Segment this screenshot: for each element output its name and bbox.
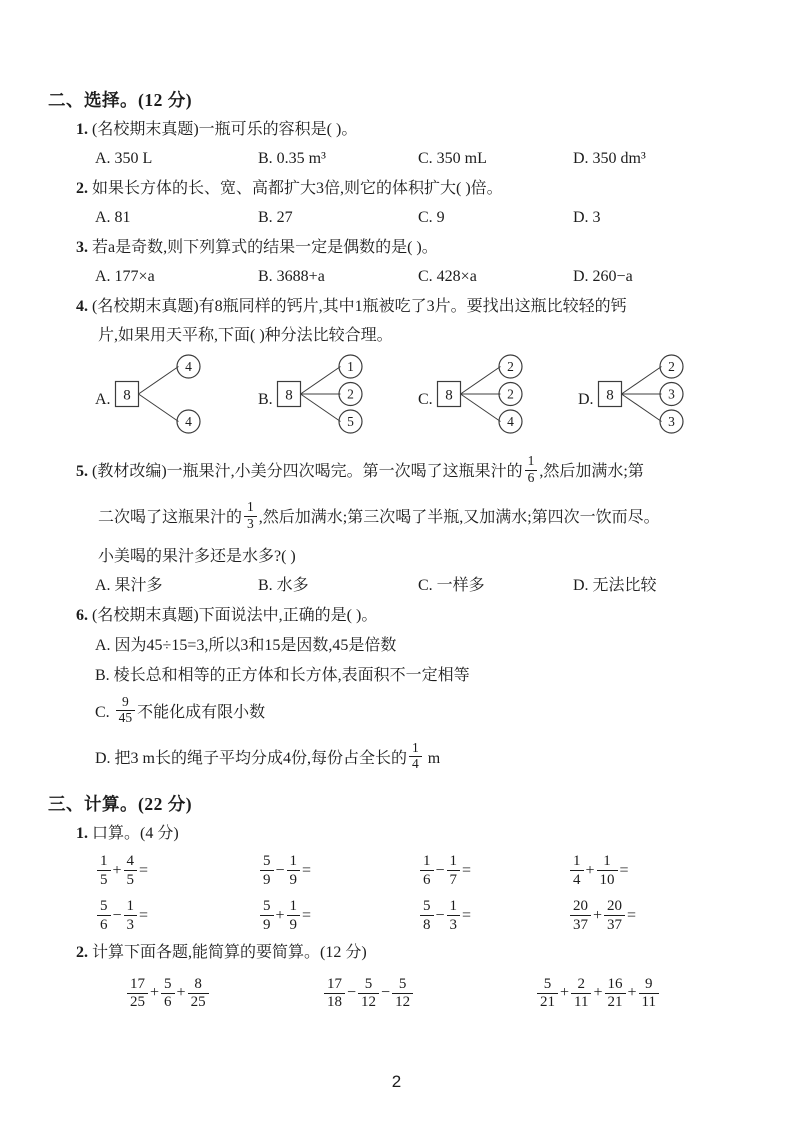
- svg-text:8: 8: [605, 387, 614, 404]
- split-diagram-d-graphic: [597, 353, 685, 445]
- question-5-option-c: C. 一样多: [418, 576, 485, 594]
- fraction: $\frac{1}{3}$: [244, 500, 257, 532]
- question-3-option-d: D. 260−a: [573, 268, 633, 285]
- question-5-option-a: A. 果汁多: [95, 576, 163, 594]
- oral-problem-5: $\frac{5}{6}$ − $\frac{1}{3}$ =: [95, 893, 258, 938]
- split-diagram-b-graphic: [276, 353, 364, 445]
- split-diagram-a-label: A.: [95, 390, 111, 408]
- question-5-options: [95, 571, 755, 600]
- fraction: $\frac{8}{25}$: [188, 976, 209, 1011]
- simplify-problem-3: $\frac{5}{21}$ + $\frac{2}{11}$ + $\frac{16}{21}$ + $\frac{9}{11}$: [535, 967, 755, 1019]
- question-6-option-d: D. 把3 m长的绳子平均分成4份,每份占全长的 $\frac{1}{4}$ m: [95, 739, 441, 772]
- svg-text:4: 4: [506, 414, 514, 429]
- question-1-options: [95, 144, 755, 173]
- fraction: $\frac{5}{6}$: [97, 898, 111, 933]
- section-choice-title: 二、选择。(12 分): [48, 90, 193, 110]
- fraction: $\frac{5}{8}$: [420, 898, 434, 933]
- oral-problem-4: $\frac{1}{4}$ + $\frac{1}{10}$ =: [568, 848, 755, 893]
- fraction: $\frac{9}{11}$: [639, 976, 659, 1011]
- oral-problem-3: $\frac{1}{6}$ − $\frac{1}{7}$ =: [418, 848, 568, 893]
- oral-problem-6: $\frac{5}{9}$ + $\frac{1}{9}$ =: [258, 893, 418, 938]
- question-1-option-c: C. 350 mL: [418, 150, 487, 167]
- question-2-number: 2.: [76, 180, 88, 197]
- fraction: $\frac{5}{9}$: [260, 853, 274, 888]
- question-1-option-d: D. 350 dm³: [573, 150, 646, 167]
- page-number: 2: [391, 1072, 402, 1091]
- simplify-calc-heading: [48, 938, 755, 967]
- question-5-option-d: D. 无法比较: [573, 576, 657, 594]
- svg-text:2: 2: [506, 359, 514, 374]
- question-6-option-b: B. 棱长总和相等的正方体和长方体,表面积不一定相等: [95, 666, 470, 684]
- svg-text:3: 3: [667, 414, 675, 429]
- question-1: [48, 115, 755, 173]
- question-3-options: [95, 262, 755, 291]
- question-2-option-d: D. 3: [573, 209, 601, 226]
- simplify-calc-row: [125, 967, 755, 1019]
- svg-text:4: 4: [184, 414, 192, 429]
- svg-text:3: 3: [667, 386, 675, 402]
- question-2-options: [95, 203, 755, 232]
- fraction: $\frac{1}{6}$: [525, 454, 538, 486]
- fraction: $\frac{1}{9}$: [287, 853, 301, 888]
- svg-text:2: 2: [667, 359, 675, 374]
- fraction: $\frac{1}{4}$: [570, 853, 584, 888]
- question-5-stem-line3: 小美喝的果汁多还是水多?( ): [98, 547, 296, 565]
- question-2: [48, 174, 755, 232]
- fraction: $\frac{16}{21}$: [605, 976, 626, 1011]
- question-1-option-b: B. 0.35 m³: [258, 150, 326, 167]
- fraction: $\frac{5}{12}$: [392, 976, 413, 1011]
- oral-calc-heading: [48, 819, 755, 848]
- section-calc-title: 三、计算。(22 分): [48, 794, 193, 815]
- fraction: $\frac{1}{9}$: [287, 898, 301, 933]
- question-5: [48, 449, 755, 600]
- fraction: $\frac{5}{21}$: [537, 976, 558, 1011]
- question-4-stem-line2: 片,如果用天平称,下面( )种分法比较合理。: [98, 327, 393, 344]
- split-diagram-a: [95, 353, 258, 445]
- svg-text:4: 4: [184, 359, 192, 374]
- oral-problem-1: $\frac{1}{5}$ + $\frac{4}{5}$ =: [95, 848, 258, 893]
- fraction: $\frac{17}{18}$: [324, 976, 345, 1011]
- fraction: $\frac{1}{6}$: [420, 853, 434, 888]
- question-4-number: 4.: [76, 298, 88, 315]
- simplify-problem-2: $\frac{17}{18}$ − $\frac{5}{12}$ − $\frac{5}{12}$: [322, 967, 535, 1019]
- split-diagram-d-label: D.: [578, 390, 594, 408]
- split-diagram-c-label: C.: [418, 390, 433, 408]
- fraction: $\frac{2}{11}$: [571, 976, 591, 1011]
- fraction: $\frac{20}{37}$: [604, 898, 625, 933]
- question-6-option-a: A. 因为45÷15=3,所以3和15是因数,45是倍数: [95, 636, 397, 654]
- question-4: [48, 292, 755, 445]
- split-diagram-c: [418, 353, 578, 445]
- svg-text:1: 1: [346, 359, 354, 374]
- simplify-problem-1: $\frac{17}{25}$ + $\frac{5}{6}$ + $\frac{8}{25}$: [125, 967, 322, 1019]
- oral-problem-2: $\frac{5}{9}$ − $\frac{1}{9}$ =: [258, 848, 418, 893]
- fraction: $\frac{1}{3}$: [447, 898, 461, 933]
- svg-text:5: 5: [346, 414, 354, 429]
- svg-text:8: 8: [284, 387, 293, 404]
- question-3-option-c: C. 428×a: [418, 268, 477, 285]
- question-2-option-c: C. 9: [418, 209, 445, 226]
- question-5-stem-line1: (教材改编)一瓶果汁,小美分四次喝完。第一次喝了这瓶果汁的 $\frac{1}{6}$ ,然后加满水;第: [92, 453, 644, 485]
- question-5-stem-line2: 二次喝了这瓶果汁的 $\frac{1}{3}$ ,然后加满水;第三次喝了半瓶,又加满水;第四次一饮而尽。: [98, 499, 660, 531]
- oral-problem-7: $\frac{5}{8}$ − $\frac{1}{3}$ =: [418, 893, 568, 938]
- question-1-stem: (名校期末真题)一瓶可乐的容积是( )。: [92, 121, 358, 138]
- oral-calc-row-1: [95, 848, 755, 893]
- question-5-option-b: B. 水多: [258, 576, 309, 594]
- question-2-option-b: B. 27: [258, 209, 293, 226]
- split-diagram-b-label: B.: [258, 390, 273, 408]
- question-3-option-b: B. 3688+a: [258, 268, 325, 285]
- fraction: $\frac{1}{5}$: [97, 853, 111, 888]
- svg-text:2: 2: [506, 386, 514, 402]
- fraction: $\frac{1}{4}$: [409, 741, 422, 773]
- svg-text:8: 8: [122, 387, 131, 404]
- oral-problem-8: $\frac{20}{37}$ + $\frac{20}{37}$ =: [568, 893, 755, 938]
- svg-text:8: 8: [444, 387, 453, 404]
- question-3: [48, 233, 755, 291]
- fraction: $\frac{1}{7}$: [447, 853, 461, 888]
- split-diagram-b: [258, 353, 418, 445]
- simplify-calc-label: 计算下面各题,能简算的要简算。(12 分): [92, 944, 367, 962]
- oral-calc-row-2: [95, 893, 755, 938]
- split-diagram-a-graphic: [114, 353, 202, 445]
- oral-calc-number: 1.: [76, 825, 88, 843]
- question-4-diagrams: [95, 353, 755, 445]
- fraction: $\frac{20}{37}$: [570, 898, 591, 933]
- simplify-calc-number: 2.: [76, 944, 88, 962]
- question-6-number: 6.: [76, 606, 88, 624]
- question-3-stem: 若a是奇数,则下列算式的结果一定是偶数的是( )。: [92, 239, 438, 256]
- fraction: $\frac{9}{45}$: [116, 695, 136, 727]
- fraction: $\frac{5}{6}$: [161, 976, 175, 1011]
- question-4-stem-line1: (名校期末真题)有8瓶同样的钙片,其中1瓶被吃了3片。要找出这瓶比较轻的钙: [92, 298, 627, 315]
- question-2-option-a: A. 81: [95, 209, 131, 226]
- svg-text:2: 2: [346, 386, 354, 402]
- fraction: $\frac{1}{3}$: [124, 898, 138, 933]
- fraction: $\frac{5}{9}$: [260, 898, 274, 933]
- question-6: [48, 601, 755, 782]
- split-diagram-c-graphic: [436, 353, 524, 445]
- question-2-stem: 如果长方体的长、宽、高都扩大3倍,则它的体积扩大( )倍。: [92, 180, 503, 197]
- fraction: $\frac{1}{10}$: [597, 853, 618, 888]
- question-6-option-c: C. $\frac{9}{45}$ 不能化成有限小数: [95, 693, 266, 726]
- question-6-stem: (名校期末真题)下面说法中,正确的是( )。: [92, 606, 378, 624]
- fraction: $\frac{4}{5}$: [124, 853, 138, 888]
- fraction: $\frac{5}{12}$: [358, 976, 379, 1011]
- split-diagram-d: [578, 353, 755, 445]
- question-1-option-a: A. 350 L: [95, 150, 153, 167]
- fraction: $\frac{17}{25}$: [127, 976, 148, 1011]
- question-5-number: 5.: [76, 463, 88, 480]
- question-3-number: 3.: [76, 239, 88, 256]
- question-1-number: 1.: [76, 121, 88, 138]
- question-3-option-a: A. 177×a: [95, 268, 155, 285]
- oral-calc-label: 口算。(4 分): [92, 825, 179, 843]
